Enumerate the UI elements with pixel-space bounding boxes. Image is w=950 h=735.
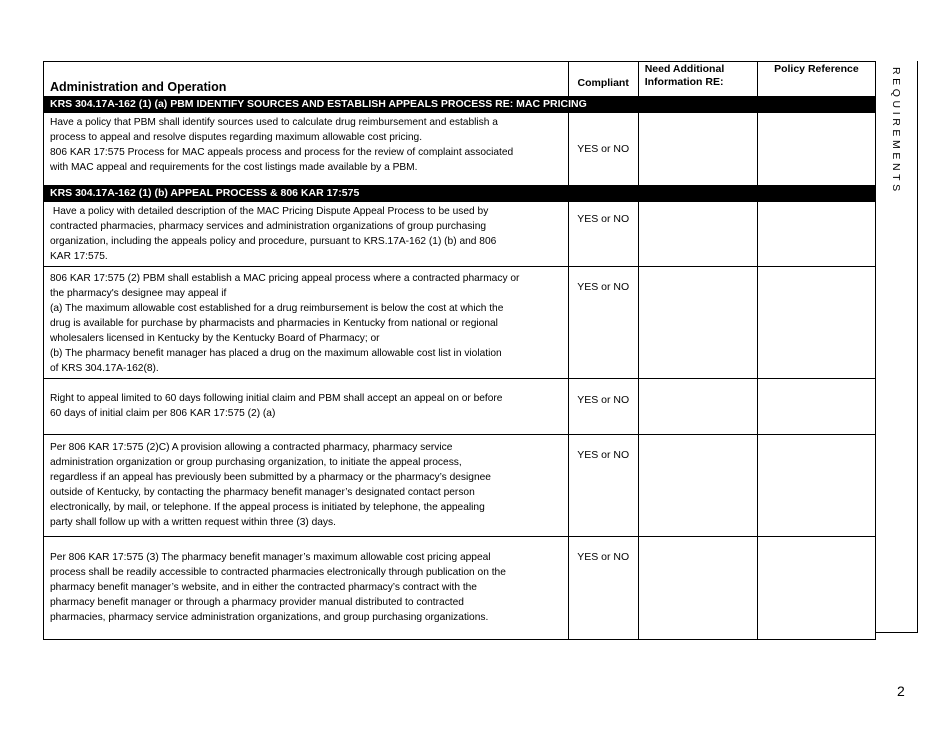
table-title: Administration and Operation <box>44 62 569 97</box>
policy-reference-cell[interactable] <box>757 113 875 186</box>
text-line: party shall follow up with a written request within three (3) days. <box>50 517 336 528</box>
text-line: (b) The pharmacy benefit manager has placed a drug on the maximum allowable cost list in violation <box>50 348 502 359</box>
section-header-row <box>44 186 876 202</box>
requirements-table-frame <box>43 61 918 633</box>
text-line: pharmacy benefit manager’s website, and in either the contracted pharmacy’s contract with the <box>50 582 477 593</box>
section-title: KRS 304.17A-162 (1) (a) PBM IDENTIFY SOURCES AND ESTABLISH APPEALS PROCESS RE: MAC PRICING <box>44 97 876 113</box>
requirement-text <box>44 537 569 640</box>
policy-reference-cell[interactable] <box>757 435 875 537</box>
text-line: wholesalers licensed in Kentucky by the Kentucky Board of Pharmacy; or <box>50 333 380 344</box>
text-line: outside of Kentucky, by contacting the pharmacy benefit manager’s designated contact person <box>50 487 475 498</box>
section-title: KRS 304.17A-162 (1) (b) APPEAL PROCESS & 806 KAR 17:575 <box>44 186 876 202</box>
compliant-cell[interactable]: YES or NO <box>568 435 638 537</box>
table-row <box>44 435 876 537</box>
requirement-text <box>44 379 569 435</box>
text-line: Have a policy with detailed description of the MAC Pricing Dispute Appeal Process to be used by <box>50 206 489 217</box>
text-line: with MAC appeal and requirements for the cost listings made available by a PBM. <box>50 162 418 173</box>
compliant-cell[interactable]: YES or NO <box>568 379 638 435</box>
text-line: Per 806 KAR 17:575 (2)C) A provision allowing a contracted pharmacy, pharmacy service <box>50 442 453 453</box>
requirements-side-column <box>876 61 918 633</box>
table-row <box>44 113 876 186</box>
text-line: process to appeal and resolve disputes regarding maximum allowable cost pricing. <box>50 132 423 143</box>
policy-reference-cell[interactable] <box>757 379 875 435</box>
requirement-text <box>44 202 569 267</box>
text-line: (a) The maximum allowable cost established for a drug reimbursement is below the cost at which the <box>50 303 504 314</box>
text-line: of KRS 304.17A-162(8). <box>50 363 159 374</box>
compliant-cell[interactable]: YES or NO <box>568 267 638 379</box>
table-header-row <box>44 62 876 97</box>
page-number: 2 <box>897 683 905 699</box>
policy-reference-header: Policy Reference <box>757 62 875 97</box>
policy-reference-cell[interactable] <box>757 537 875 640</box>
compliant-cell[interactable]: YES or NO <box>568 202 638 267</box>
requirement-text <box>44 435 569 537</box>
section-header-row <box>44 97 876 113</box>
text-line: 60 days of initial claim per 806 KAR 17:575 (2) (a) <box>50 408 276 419</box>
text-line: administration organization or group purchasing organization, to initiate the appeal process, <box>50 457 462 468</box>
text-line: Per 806 KAR 17:575 (3) The pharmacy benefit manager’s maximum allowable cost pricing appeal <box>50 552 491 563</box>
policy-reference-cell[interactable] <box>757 267 875 379</box>
need-info-cell[interactable] <box>638 113 757 186</box>
text-line: drug is available for purchase by pharmacists and pharmacies in Kentucky from national or regional <box>50 318 498 329</box>
text-line: contracted pharmacies, pharmacy services and administration organizations of group purchasing <box>50 221 487 232</box>
need-info-cell[interactable] <box>638 202 757 267</box>
table-row <box>44 267 876 379</box>
need-info-header: Need Additional Information RE: <box>638 62 757 97</box>
text-line: 806 KAR 17:575 (2) PBM shall establish a MAC pricing appeal process where a contracted pharmacy or <box>50 273 520 284</box>
table-row <box>44 379 876 435</box>
text-line: pharmacy benefit manager or through a pharmacy provider manual distributed to contracted <box>50 597 464 608</box>
need-info-cell[interactable] <box>638 267 757 379</box>
need-info-cell[interactable] <box>638 537 757 640</box>
requirement-text <box>44 267 569 379</box>
text-line: KAR 17:575. <box>50 251 108 262</box>
need-info-cell[interactable] <box>638 379 757 435</box>
text-line: pharmacies, pharmacy service administration organizations, and group purchasing organizations. <box>50 612 489 623</box>
table-row <box>44 202 876 267</box>
compliant-cell[interactable]: YES or NO <box>568 537 638 640</box>
text-line: the pharmacy's designee may appeal if <box>50 288 227 299</box>
text-line: process shall be readily accessible to contracted pharmacies electronically through publication on the <box>50 567 506 578</box>
compliant-cell[interactable]: YES or NO <box>568 113 638 186</box>
compliant-header: Compliant <box>568 62 638 97</box>
text-line: Have a policy that PBM shall identify sources used to calculate drug reimbursement and establish a <box>50 117 498 128</box>
text-line: electronically, by mail, or telephone. If the appeal process is initiated by telephone, the appealing <box>50 502 485 513</box>
text-line: Right to appeal limited to 60 days following initial claim and PBM shall accept an appeal on or before <box>50 393 503 404</box>
policy-reference-cell[interactable] <box>757 202 875 267</box>
text-line: regardless if an appeal has previously been submitted by a pharmacy or the pharmacy’s designee <box>50 472 491 483</box>
text-line: 806 KAR 17:575 Process for MAC appeals process and process for the review of complaint associated <box>50 147 514 158</box>
requirements-table <box>43 61 876 640</box>
requirement-text <box>44 113 569 186</box>
table-row <box>44 537 876 640</box>
need-info-cell[interactable] <box>638 435 757 537</box>
text-line: organization, including the appeals policy and procedure, pursuant to KRS.17A-162 (1) (b) and 806 <box>50 236 497 247</box>
requirements-side-label: REQUIREMENTS <box>890 67 902 195</box>
